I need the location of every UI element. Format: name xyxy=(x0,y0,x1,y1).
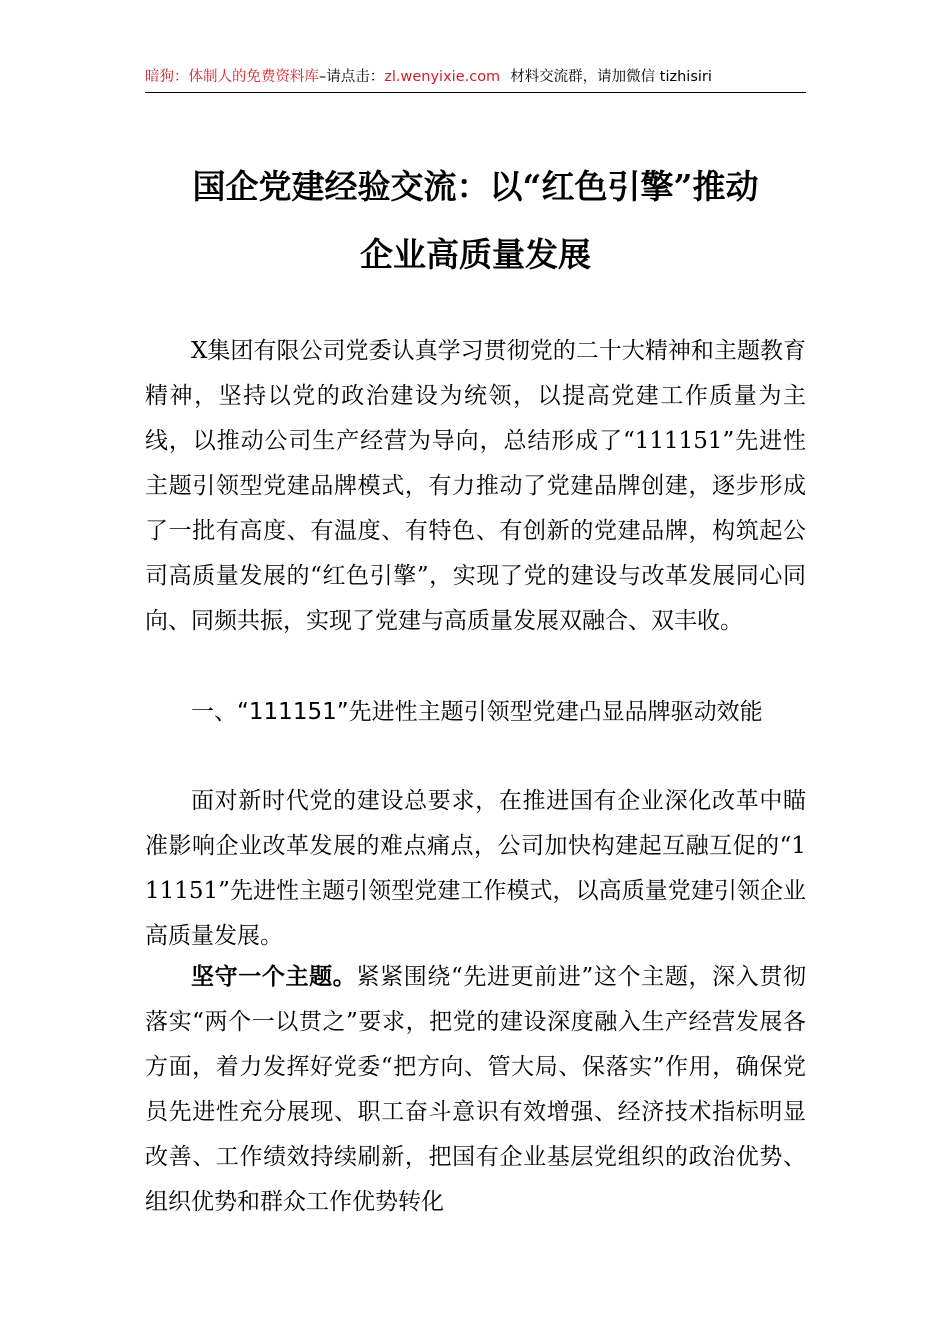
section-1-paragraph: 面对新时代党的建设总要求，在推进国有企业深化改革中瞄准影响企业改革发展的难点痛点，公司加快构建起互融互促的“111151”先进性主题引领型党建工作模式，以高质量党建引领企业高质量发展。 xyxy=(145,788,806,949)
intro-paragraph: X集团有限公司党委认真学习贯彻党的二十大精神和主题教育精神，坚持以党的政治建设为统领，以提高党建工作质量为主线，以推动公司生产经营为导向，总结形成了“111151”先进性主题引领型党建品牌模式，有力推动了党建品牌创建，逐步形成了一批有高度、有温度、有特色、有创新的党建品牌，构筑起公司高质量发展的“红色引擎”，实现了党的建设与改革发展同心同向、同频共振，实现了党建与高质量发展双融合、双丰收。 xyxy=(145,338,806,634)
section-heading-1: 一、“111151”先进性主题引领型党建凸显品牌驱动效能 xyxy=(191,699,763,725)
header-contact: 材料交流群，请加微信 tizhisiri xyxy=(510,69,712,85)
point-1-text: 紧紧围绕“先进更前进”这个主题，深入贯彻落实“两个一以贯之”要求，把党的建设深度融入生产经营发展各方面，着力发挥好党委“把方向、管大局、保落实”作用，确保党员先进性充分展现、职工奋斗意识有效增强、经济技术指标明显改善、工作绩效持续刷新，把国有企业基层党组织的政治优势、组织优势和群众工作优势转化 xyxy=(145,964,806,1215)
point-1-paragraph xyxy=(145,955,806,1225)
point-1-label: 坚守一个主题。 xyxy=(191,964,357,990)
page-header xyxy=(145,62,806,93)
header-site-name: 暗狗：体制人的免费资料库 xyxy=(145,69,319,85)
header-link-prompt: –请点击： xyxy=(319,69,385,85)
document-title-line-2: 企业高质量发展 xyxy=(360,235,591,274)
document-title-line-1: 国企党建经验交流：以“红色引擎”推动 xyxy=(192,167,759,206)
header-url-link[interactable]: zl.wenyixie.com xyxy=(384,69,501,85)
